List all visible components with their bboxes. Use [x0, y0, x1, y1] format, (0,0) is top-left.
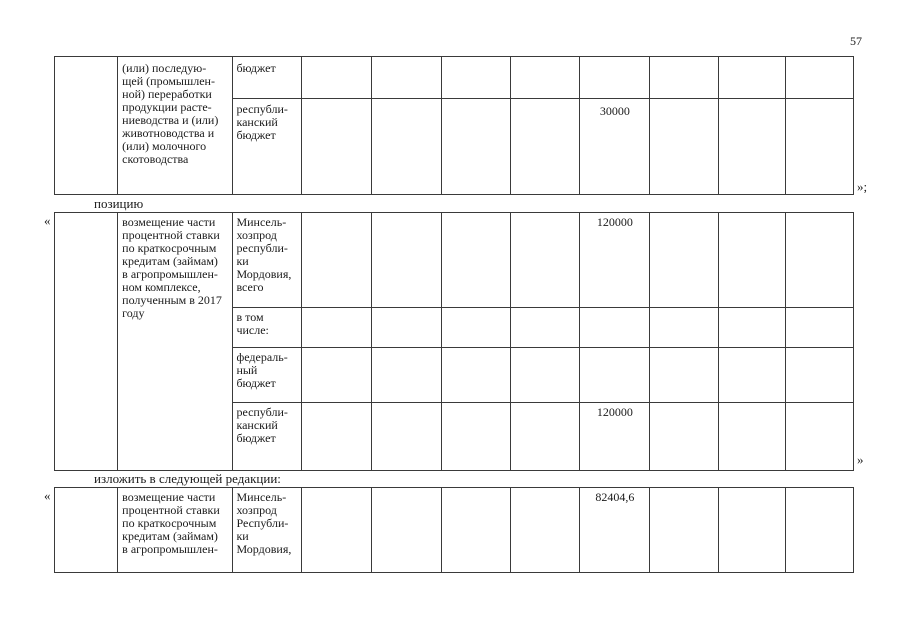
heading-new-edition: изложить в следующей редакции: — [94, 471, 281, 486]
opening-quote: « — [44, 488, 51, 503]
table-continuation — [54, 56, 854, 195]
funding-source: Минсель- хозпрод Республи- ки Мордовия, — [233, 488, 301, 573]
heading-position: позицию — [94, 196, 144, 211]
measure-description: (или) последую- щей (промышлен- ной) переработки продукции расте- ниеводства и (или) животноводства и (или) молочного скотоводства — [118, 57, 233, 195]
cell-number — [55, 488, 118, 573]
measure-description: возмещение части процентной ставки по краткосрочным кредитам (займам) в агропромышлен- ном комплексе, полученным в 2017 году — [118, 213, 233, 471]
funding-source: в том числе: — [233, 308, 301, 348]
amount-value: 120000 — [580, 403, 650, 471]
measure-description: возмещение части процентной ставки по краткосрочным кредитам (займам) в агропромышлен- — [118, 488, 233, 573]
page-number: 57 — [850, 34, 862, 48]
amount-value: 82404,6 — [580, 488, 650, 573]
closing-quote: » — [857, 452, 864, 467]
funding-source: Минсель- хозпрод республи- ки Мордовия, всего — [233, 213, 301, 308]
amount-value: 30000 — [580, 99, 650, 195]
table-new-edition — [54, 487, 854, 573]
cell-number — [55, 57, 118, 195]
opening-quote: « — [44, 213, 51, 228]
closing-quote: »; — [857, 179, 868, 194]
table-position — [54, 212, 854, 471]
funding-source: бюджет — [233, 57, 301, 99]
funding-source: республи- канский бюджет — [233, 403, 301, 471]
funding-source: республи- канский бюджет — [233, 99, 301, 195]
amount-value: 120000 — [580, 213, 650, 308]
funding-source: федераль- ный бюджет — [233, 348, 301, 403]
cell-number — [55, 213, 118, 471]
